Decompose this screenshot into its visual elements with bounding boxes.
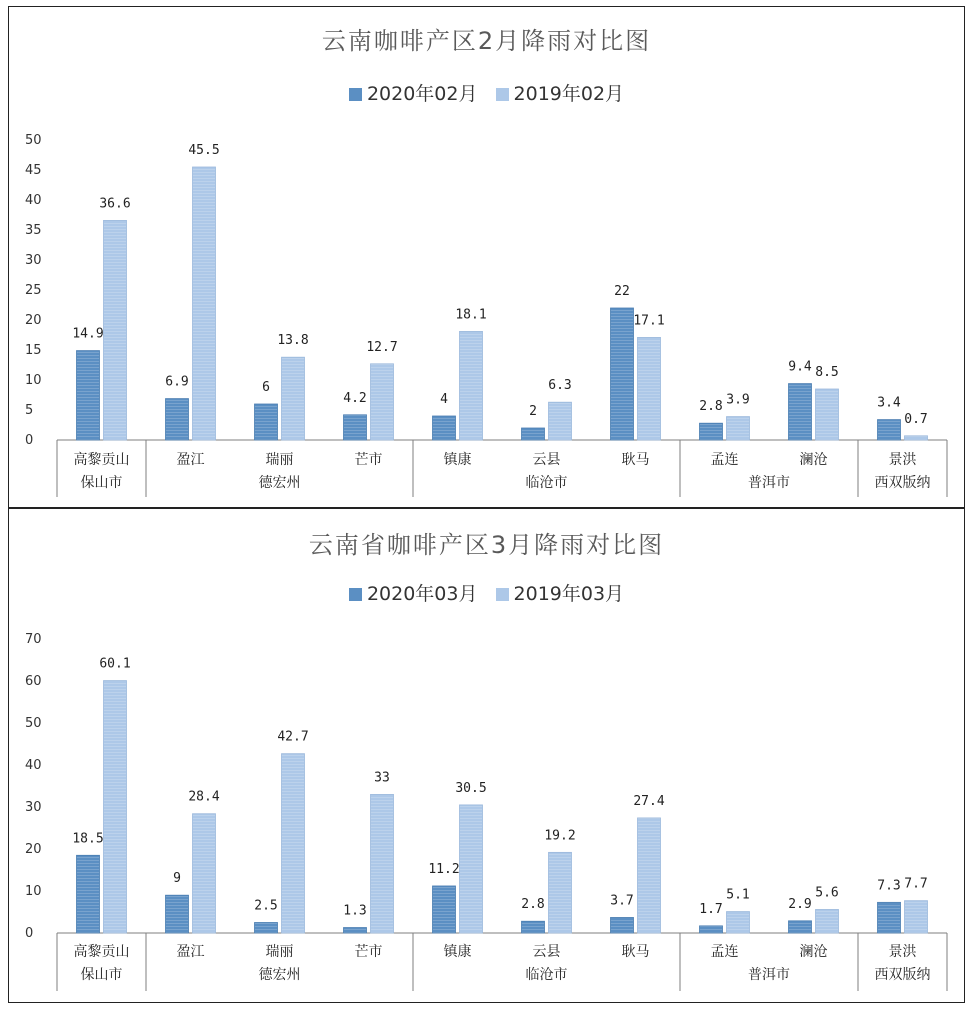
category-label: 孟连 [710, 452, 739, 468]
data-label: 7.7 [904, 876, 928, 892]
legend-label-2020: 2020年02月 [366, 83, 478, 105]
chart-title: 云南省咖啡产区3月降雨对比图 [308, 531, 665, 559]
data-label: 5.6 [815, 885, 839, 901]
category-label: 云县 [532, 944, 561, 960]
data-label: 33 [374, 770, 390, 786]
group-label: 德宏州 [258, 475, 301, 491]
y-tick-label: 40 [25, 758, 42, 773]
y-tick-label: 70 [25, 632, 42, 647]
category-label: 澜沧 [799, 944, 828, 960]
group-label: 临沧市 [525, 967, 568, 983]
data-label: 6.9 [165, 374, 189, 390]
category-label: 瑞丽 [265, 452, 294, 468]
y-tick-label: 10 [25, 884, 42, 899]
data-label: 9.4 [788, 359, 812, 375]
category-label: 芒市 [354, 452, 383, 468]
category-label: 镇康 [443, 452, 472, 468]
bar-2019 [193, 167, 216, 440]
data-label: 11.2 [428, 861, 460, 877]
data-label: 7.3 [877, 878, 901, 894]
bar-chart-mar [9, 509, 964, 1002]
bar-2020 [344, 415, 367, 440]
data-label: 18.5 [72, 831, 104, 847]
bar-2020 [700, 926, 723, 933]
group-label: 临沧市 [525, 475, 568, 491]
bar-2020 [433, 416, 456, 440]
data-label: 3.9 [726, 392, 750, 408]
bar-2019 [905, 436, 928, 440]
bar-2020 [166, 895, 189, 933]
bar-2019 [460, 331, 483, 440]
data-label: 13.8 [277, 333, 309, 349]
category-label: 景洪 [888, 944, 917, 960]
bar-2020 [344, 928, 367, 933]
y-tick-label: 0 [25, 926, 34, 941]
bar-2020 [789, 921, 812, 933]
y-tick-label: 5 [25, 403, 34, 418]
legend-label-2019: 2019年02月 [513, 83, 625, 105]
bar-2020 [522, 428, 545, 440]
bar-2020 [611, 308, 634, 440]
bar-2020 [522, 921, 545, 933]
y-tick-label: 10 [25, 373, 42, 388]
y-tick-label: 50 [25, 716, 42, 731]
bar-2020 [255, 923, 278, 934]
category-label: 景洪 [888, 452, 917, 468]
y-tick-label: 30 [25, 800, 42, 815]
data-label: 2.8 [521, 897, 545, 913]
bar-2019 [549, 852, 572, 933]
bar-2019 [638, 818, 661, 933]
category-label: 高黎贡山 [73, 944, 130, 960]
group-label: 保山市 [80, 967, 123, 983]
data-label: 45.5 [188, 143, 220, 158]
group-label: 西双版纳 [874, 475, 931, 491]
y-tick-label: 25 [25, 283, 42, 298]
category-label: 瑞丽 [265, 944, 294, 960]
data-label: 2.5 [254, 898, 278, 914]
category-label: 盈江 [176, 452, 205, 468]
bar-2019 [816, 389, 839, 440]
data-label: 28.4 [188, 789, 220, 805]
data-label: 22 [614, 284, 630, 299]
legend-label-2019: 2019年03月 [513, 583, 625, 605]
data-label: 2 [529, 404, 537, 419]
bar-2019 [727, 417, 750, 440]
data-label: 1.3 [343, 903, 367, 919]
data-label: 4 [440, 392, 448, 407]
bar-2019 [371, 794, 394, 933]
bar-2020 [166, 399, 189, 440]
data-label: 3.4 [877, 395, 901, 411]
bar-2020 [878, 902, 901, 933]
category-label: 盈江 [176, 944, 205, 960]
y-tick-label: 30 [25, 253, 42, 268]
bar-2020 [433, 886, 456, 933]
bar-2020 [878, 420, 901, 440]
bar-2019 [549, 402, 572, 440]
data-label: 6 [262, 380, 270, 395]
y-tick-label: 20 [25, 842, 42, 857]
bar-2020 [255, 404, 278, 440]
category-label: 芒市 [354, 944, 383, 960]
bar-2019 [104, 220, 127, 440]
group-label: 普洱市 [748, 967, 790, 983]
chart-panel-feb [8, 6, 965, 508]
data-label: 30.5 [455, 780, 487, 796]
bar-2020 [611, 917, 634, 933]
data-label: 17.1 [633, 313, 665, 329]
data-label: 6.3 [548, 378, 572, 394]
y-tick-label: 0 [25, 433, 34, 448]
bar-2020 [77, 855, 100, 933]
y-tick-label: 35 [25, 223, 42, 238]
bar-2019 [905, 901, 928, 933]
group-label: 普洱市 [748, 475, 790, 491]
data-label: 3.7 [610, 893, 634, 909]
data-label: 2.9 [788, 896, 812, 912]
category-label: 耿马 [621, 452, 650, 468]
category-label: 澜沧 [799, 452, 828, 468]
bar-2020 [77, 351, 100, 440]
data-label: 2.8 [699, 399, 723, 415]
y-tick-label: 40 [25, 193, 42, 208]
data-label: 0.7 [904, 411, 928, 427]
y-tick-label: 45 [25, 163, 42, 178]
data-label: 36.6 [99, 196, 131, 212]
y-tick-label: 20 [25, 313, 42, 328]
bar-2019 [104, 681, 127, 933]
data-label: 1.7 [699, 901, 723, 917]
bar-2019 [816, 909, 839, 933]
category-label: 高黎贡山 [73, 452, 130, 468]
data-label: 8.5 [815, 365, 839, 380]
chart-panel-mar [8, 508, 965, 1003]
group-label: 德宏州 [258, 967, 301, 983]
data-label: 19.2 [544, 828, 576, 844]
bar-2019 [282, 357, 305, 440]
bar-chart-feb [9, 7, 964, 507]
category-label: 孟连 [710, 944, 739, 960]
data-label: 27.4 [633, 793, 665, 809]
bar-2019 [727, 912, 750, 933]
y-tick-label: 50 [25, 133, 42, 148]
bar-2020 [789, 384, 812, 440]
category-label: 云县 [532, 452, 561, 468]
bar-2019 [460, 805, 483, 933]
data-label: 14.9 [72, 326, 104, 342]
bar-2019 [371, 364, 394, 440]
data-label: 4.2 [343, 390, 367, 406]
data-label: 42.7 [277, 729, 309, 745]
group-label: 西双版纳 [874, 967, 931, 983]
bar-2020 [700, 423, 723, 440]
data-label: 12.7 [366, 339, 398, 355]
bar-2019 [193, 814, 216, 933]
bar-2019 [638, 337, 661, 440]
data-label: 9 [173, 871, 181, 887]
legend-label-2020: 2020年03月 [366, 583, 478, 605]
bar-2019 [282, 754, 305, 933]
data-label: 5.1 [726, 887, 750, 903]
category-label: 耿马 [621, 944, 650, 960]
data-label: 18.1 [455, 307, 487, 323]
y-tick-label: 15 [25, 343, 42, 358]
chart-title: 云南咖啡产区2月降雨对比图 [321, 27, 652, 55]
data-label: 60.1 [99, 656, 131, 672]
group-label: 保山市 [80, 475, 123, 491]
y-tick-label: 60 [25, 674, 42, 689]
category-label: 镇康 [443, 944, 472, 960]
